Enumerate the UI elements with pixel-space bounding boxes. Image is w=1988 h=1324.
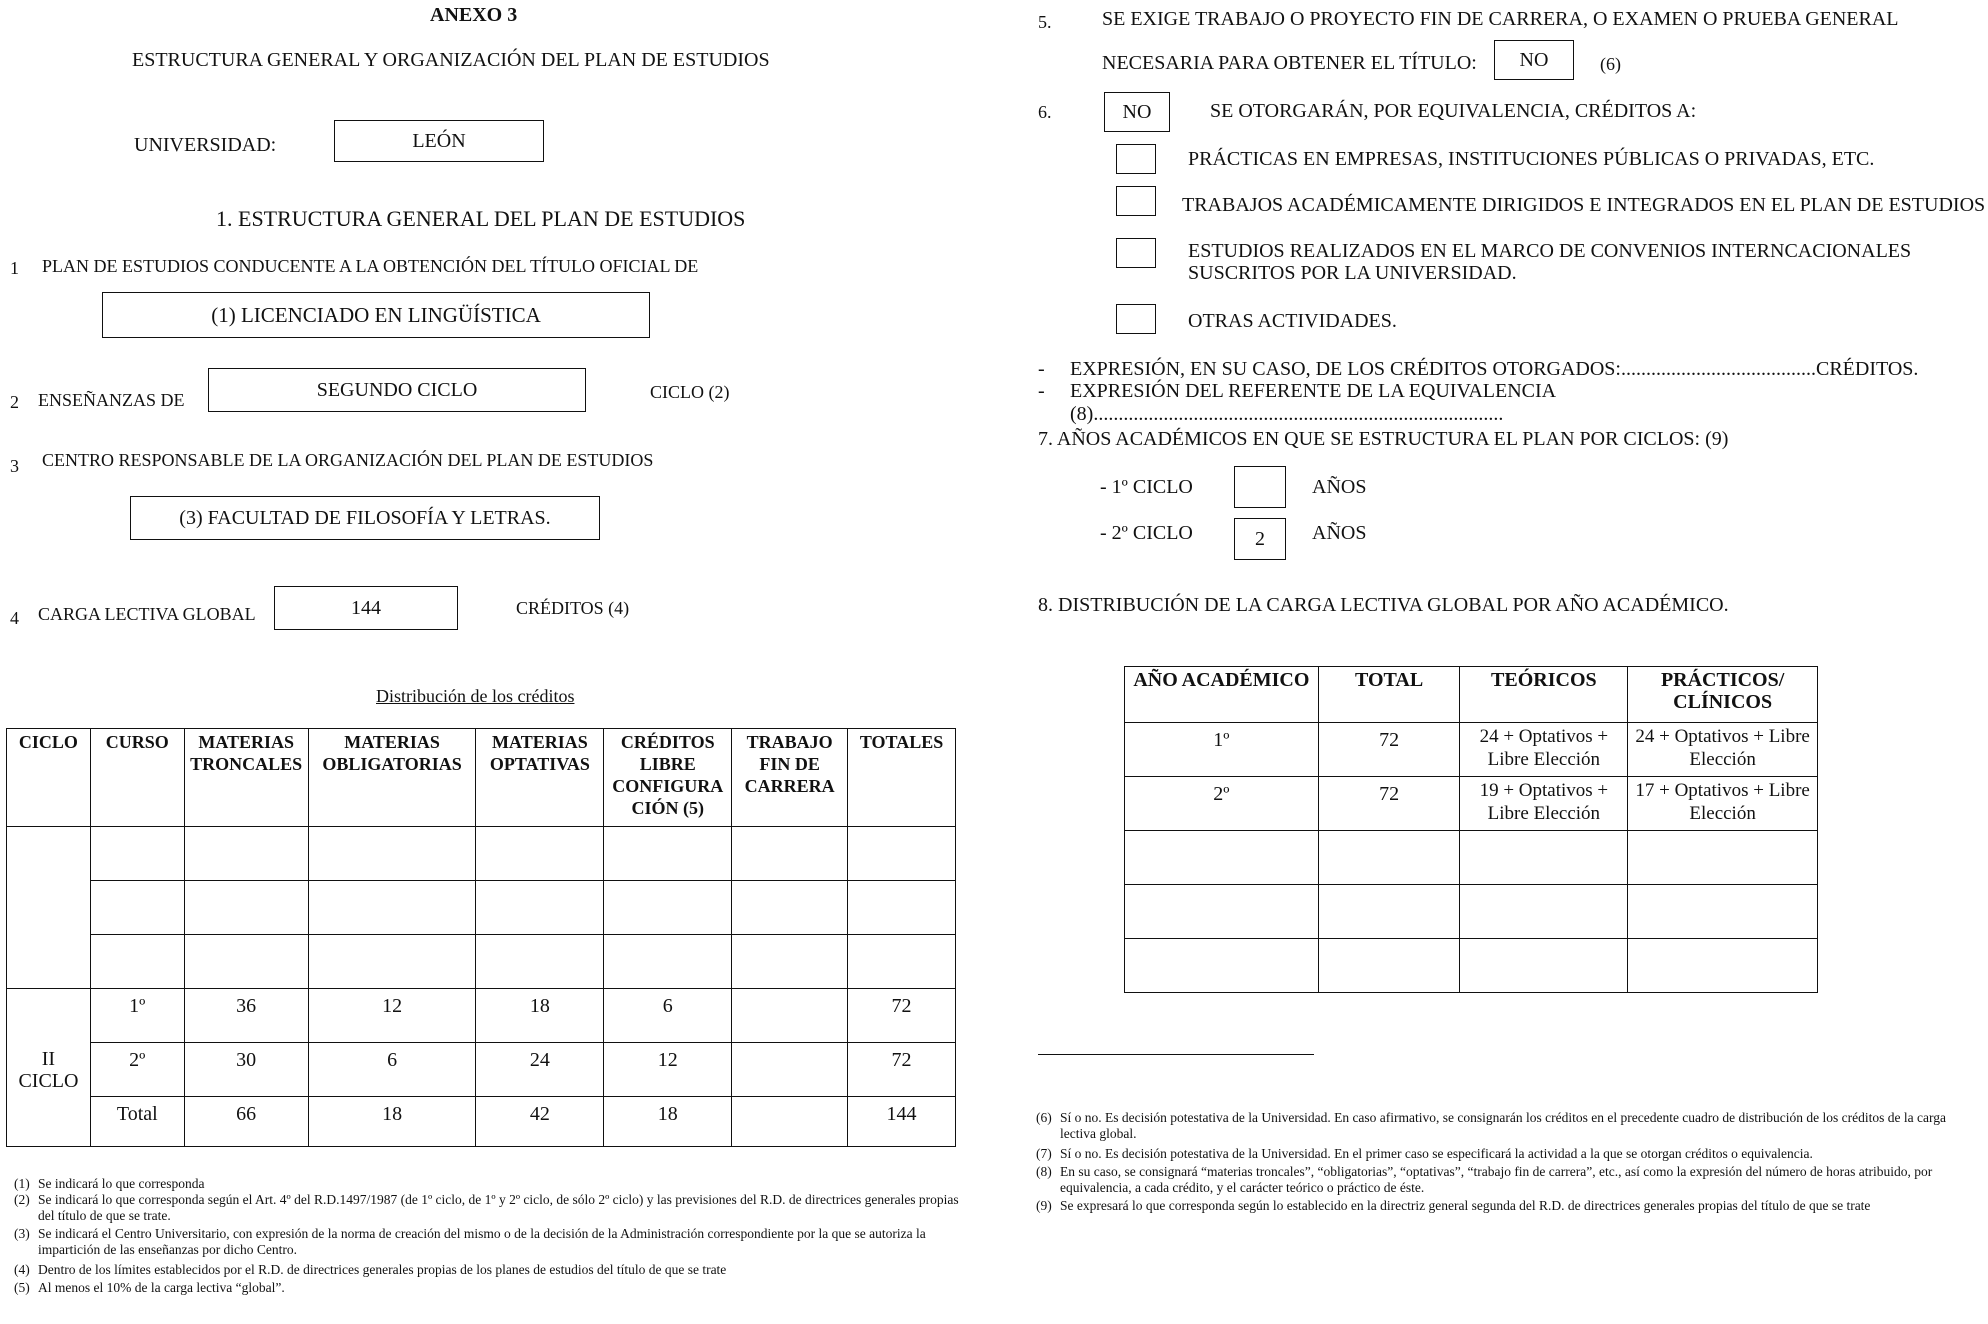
- footnote-2: (2) Se indicará lo que corresponda según el Art. 4º del R.D.1497/1987 (de 1º ciclo, de 1º y 2º ciclo, de sólo 2º ciclo) y las previsiones del R.D. de directrices generales propias del título de que se trate.: [14, 1192, 959, 1223]
- table-row: II CICLO 1º 36 12 18 6 72: [7, 989, 956, 1043]
- university-field[interactable]: LEÓN: [334, 120, 544, 162]
- col-header-obligatorias: MATERIAS OBLIGATORIAS: [308, 729, 476, 827]
- item2-label: ENSEÑANZAS DE: [38, 390, 185, 410]
- col-header-libre: CRÉDITOS LIBRE CONFIGURA CIÓN (5): [604, 729, 732, 827]
- item3-number: 3: [10, 456, 19, 476]
- checkbox-trabajos[interactable]: [1116, 186, 1156, 216]
- footnote-1: (1) Se indicará lo que corresponda: [14, 1176, 205, 1191]
- option-practicas: PRÁCTICAS EN EMPRESAS, INSTITUCIONES PÚBLICAS O PRIVADAS, ETC.: [1188, 148, 1875, 170]
- table-row: [7, 827, 956, 881]
- table-row: [1125, 939, 1818, 993]
- footnote-9: (9) Se expresará lo que corresponda según lo establecido en la directriz general segunda del R.D. de directrices generales propias del título de que se trate: [1036, 1198, 1871, 1213]
- credits-caption: Distribución de los créditos: [376, 686, 575, 706]
- item1-number: 1: [10, 258, 19, 278]
- table-row: Total 66 18 42 18 144: [7, 1097, 956, 1147]
- table-row: [1125, 831, 1818, 885]
- credits-header-row: [7, 729, 956, 827]
- year-distribution-table: [1124, 666, 1818, 993]
- footnote-8: (8) En su caso, se consignará “materias troncales”, “obligatorias”, “optativas”, “trabajo fin de carrera”, etc., así como la expresión del número de horas atribuido, por equivalencia, a cada crédito, y el carácter teórico o práctico de éste.: [1036, 1164, 1933, 1195]
- cycle2-years-field[interactable]: 2: [1234, 518, 1286, 560]
- item6-number: 6.: [1038, 102, 1052, 122]
- option-trabajos: TRABAJOS ACADÉMICAMENTE DIRIGIDOS E INTEGRADOS EN EL PLAN DE ESTUDIOS: [1182, 194, 1986, 216]
- cycle-label-cell: II CICLO: [7, 989, 91, 1147]
- item5-line1: SE EXIGE TRABAJO O PROYECTO FIN DE CARRERA, O EXAMEN O PRUEBA GENERAL: [1102, 8, 1899, 30]
- item2-suffix: CICLO (2): [650, 382, 730, 402]
- table-row: [7, 935, 956, 989]
- degree-title-field[interactable]: (1) LICENCIADO EN LINGÜÍSTICA: [102, 292, 650, 338]
- responsible-center-field[interactable]: (3) FACULTAD DE FILOSOFÍA Y LETRAS.: [130, 496, 600, 540]
- item5-note: (6): [1600, 54, 1621, 74]
- footnote-3: (3) Se indicará el Centro Universitario, con expresión de la norma de creación del mismo o de la decisión de la Administración correspondiente por la que se autoriza la impartición de las enseñanzas por dicho Centro.: [14, 1226, 926, 1257]
- col-header-trabajo: TRABAJO FIN DE CARRERA: [732, 729, 848, 827]
- option-convenios-line1: ESTUDIOS REALIZADOS EN EL MARCO DE CONVENIOS INTERNCACIONALES: [1188, 240, 1912, 262]
- col-header-teoricos: TEÓRICOS: [1460, 667, 1628, 723]
- col-header-ciclo: CICLO: [7, 729, 91, 827]
- item4-number: 4: [10, 608, 19, 628]
- cycle1-years-field[interactable]: [1234, 466, 1286, 508]
- col-header-year: AÑO ACADÉMICO: [1125, 667, 1319, 723]
- item4-suffix: CRÉDITOS (4): [516, 598, 630, 618]
- equivalence-credits-field[interactable]: NO: [1104, 92, 1170, 132]
- option-convenios-line2: SUSCRITOS POR LA UNIVERSIDAD.: [1188, 262, 1517, 284]
- col-header-totales: TOTALES: [848, 729, 956, 827]
- footnote-4: (4) Dentro de los límites establecidos por el R.D. de directrices generales propias de los planes de estudios del título de que se trate: [14, 1262, 727, 1277]
- table-row: 1º 72 24 + Optativos + Libre Elección 24 + Optativos + Libre Elección: [1125, 723, 1818, 777]
- total-credits-field[interactable]: 144: [274, 586, 458, 630]
- university-label: UNIVERSIDAD:: [134, 134, 277, 156]
- item4-label: CARGA LECTIVA GLOBAL: [38, 604, 256, 624]
- teaching-cycle-field[interactable]: SEGUNDO CICLO: [208, 368, 586, 412]
- item7-heading: 7. AÑOS ACADÉMICOS EN QUE SE ESTRUCTURA EL PLAN POR CICLOS: (9): [1038, 428, 1729, 450]
- expr-referent-line: EXPRESIÓN DEL REFERENTE DE LA EQUIVALENCIA (8)..................................................................................: [1070, 380, 1555, 425]
- checkbox-convenios[interactable]: [1116, 238, 1156, 268]
- footnote-7: (7) Sí o no. Es decisión potestativa de la Universidad. En el primer caso se especificará la actividad a la que se otorgan créditos o equivalencia.: [1036, 1146, 1813, 1161]
- item8-heading: 8. DISTRIBUCIÓN DE LA CARGA LECTIVA GLOBAL POR AÑO ACADÉMICO.: [1038, 594, 1729, 616]
- item5-line2: NECESARIA PARA OBTENER EL TÍTULO:: [1102, 52, 1477, 74]
- table-row: 2º 72 19 + Optativos + Libre Elección 17 + Optativos + Libre Elección: [1125, 777, 1818, 831]
- empty-cycle-cell: [7, 827, 91, 989]
- cycle1-years-label: AÑOS: [1312, 476, 1367, 498]
- cycle2-label: - 2º CICLO: [1100, 522, 1193, 544]
- final-project-field[interactable]: NO: [1494, 40, 1574, 80]
- section1-heading: 1. ESTRUCTURA GENERAL DEL PLAN DE ESTUDIOS: [216, 206, 746, 231]
- footnote-separator: [1038, 1054, 1314, 1055]
- annex-title: ANEXO 3: [430, 4, 518, 26]
- col-header-practicos: PRÁCTICOS/ CLÍNICOS: [1628, 667, 1818, 723]
- cycle1-label: - 1º CICLO: [1100, 476, 1193, 498]
- item3-label: CENTRO RESPONSABLE DE LA ORGANIZACIÓN DEL PLAN DE ESTUDIOS: [42, 450, 654, 470]
- credits-distribution-table: [6, 728, 956, 1147]
- checkbox-otras[interactable]: [1116, 304, 1156, 334]
- year-header-row: [1125, 667, 1818, 723]
- expr2-bullet: -: [1038, 380, 1045, 402]
- item5-number: 5.: [1038, 12, 1052, 32]
- main-heading: ESTRUCTURA GENERAL Y ORGANIZACIÓN DEL PLAN DE ESTUDIOS: [132, 49, 770, 71]
- col-header-optativas: MATERIAS OPTATIVAS: [476, 729, 604, 827]
- col-header-total: TOTAL: [1318, 667, 1460, 723]
- cycle2-years-label: AÑOS: [1312, 522, 1367, 544]
- table-row: [1125, 885, 1818, 939]
- col-header-curso: CURSO: [90, 729, 184, 827]
- expr-credits-line: EXPRESIÓN, EN SU CASO, DE LOS CRÉDITOS OTORGADOS:.......................................CRÉDITOS.: [1070, 358, 1919, 380]
- footnote-5: (5) Al menos el 10% de la carga lectiva “global”.: [14, 1280, 285, 1295]
- checkbox-practicas[interactable]: [1116, 144, 1156, 174]
- item1-label: PLAN DE ESTUDIOS CONDUCENTE A LA OBTENCIÓN DEL TÍTULO OFICIAL DE: [42, 256, 699, 276]
- expr1-bullet: -: [1038, 358, 1045, 380]
- item6-label: SE OTORGARÁN, POR EQUIVALENCIA, CRÉDITOS A:: [1210, 100, 1697, 122]
- item2-number: 2: [10, 392, 19, 412]
- col-header-troncales: MATERIAS TRONCALES: [184, 729, 308, 827]
- table-row: [7, 881, 956, 935]
- option-otras: OTRAS ACTIVIDADES.: [1188, 310, 1397, 332]
- footnote-6: (6) Sí o no. Es decisión potestativa de la Universidad. En caso afirmativo, se consignarán los créditos en el precedente cuadro de distribución de los créditos de la carga lectiva global.: [1036, 1110, 1946, 1141]
- table-row: 2º 30 6 24 12 72: [7, 1043, 956, 1097]
